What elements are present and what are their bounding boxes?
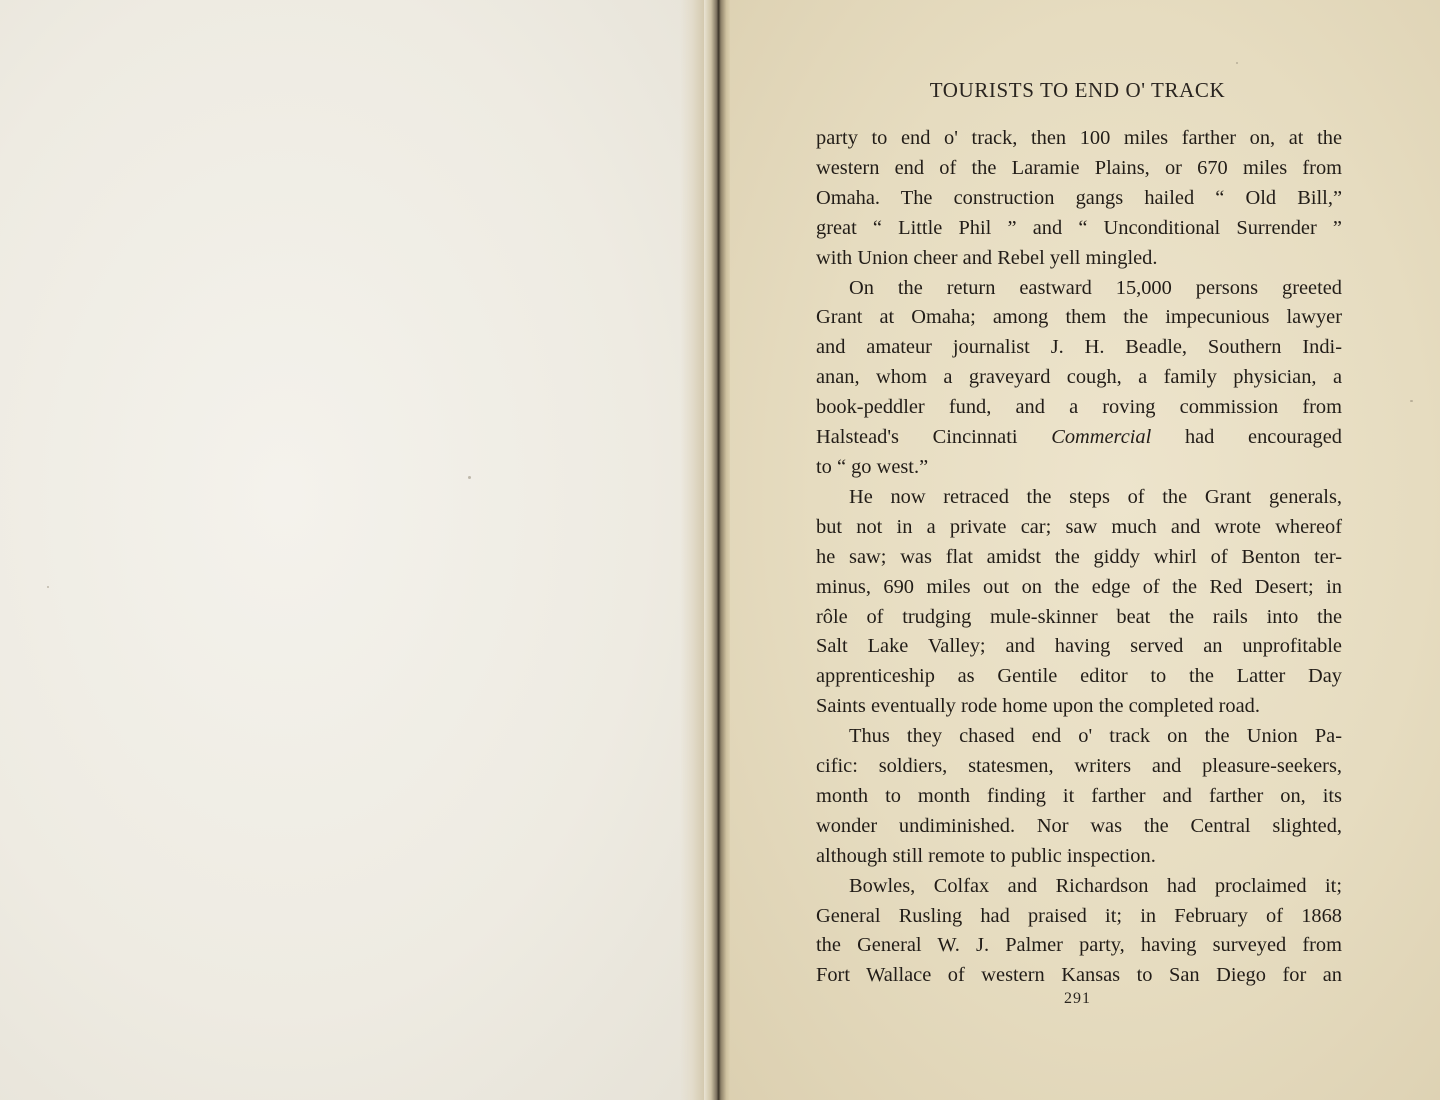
text-line: with Union cheer and Rebel yell mingled. [816, 246, 1158, 269]
book-gutter [704, 0, 732, 1100]
text-line: Thus they chased end o' track on the Union Pa- [849, 725, 1342, 748]
text-line: although still remote to public inspection. [816, 844, 1156, 867]
text-line: anan, whom a graveyard cough, a family physician, a [816, 366, 1342, 389]
text-line: wonder undiminished. Nor was the Central slighted, [816, 814, 1342, 837]
text-line-italic: Halstead's Cincinnati Commercial had encouraged [816, 426, 1343, 449]
page-number: 291 [1064, 990, 1091, 1007]
paper-speck [47, 586, 49, 588]
text-line: On the return eastward 15,000 persons greeted [849, 276, 1342, 299]
text-line: General Rusling had praised it; in February of 1868 [816, 904, 1342, 927]
text-line: the General W. J. Palmer party, having surveyed from [816, 934, 1342, 957]
paragraph-1 [816, 124, 1342, 274]
paragraph-4 [816, 722, 1342, 872]
text-line: Salt Lake Valley; and having served an unprofitable [816, 635, 1342, 658]
paragraph-3 [816, 483, 1342, 722]
body-text [816, 124, 1342, 991]
paragraph-2 [816, 274, 1342, 483]
text-line: he saw; was flat amidst the giddy whirl of Benton ter- [816, 545, 1342, 568]
text-line: rôle of trudging mule-skinner beat the rails into the [816, 605, 1342, 628]
running-head: TOURISTS TO END O' TRACK [929, 78, 1226, 102]
text-line: Fort Wallace of western Kansas to San Diego for an [816, 964, 1342, 987]
text-line: but not in a private car; saw much and wrote whereof [816, 515, 1342, 538]
text-line: and amateur journalist J. H. Beadle, Southern Indi- [816, 336, 1342, 359]
text-line: Grant at Omaha; among them the impecunious lawyer [816, 306, 1342, 329]
paper-speck [1236, 62, 1238, 64]
text-line: He now retraced the steps of the Grant generals, [849, 485, 1342, 508]
text-line: to “ go west.” [816, 455, 929, 478]
blank-left-page [0, 0, 708, 1100]
text-line: Omaha. The construction gangs hailed “ Old Bill,” [816, 186, 1342, 209]
paper-speck [1410, 400, 1413, 402]
paragraph-5 [816, 872, 1342, 992]
text-line: Saints eventually rode home upon the completed road. [816, 695, 1260, 718]
text-line: party to end o' track, then 100 miles farther on, at the [816, 127, 1342, 149]
text-line: great “ Little Phil ” and “ Unconditional Surrender ” [816, 216, 1342, 239]
paper-speck [468, 476, 471, 479]
text-line: western end of the Laramie Plains, or 670 miles from [816, 156, 1342, 179]
text-line: month to month finding it farther and farther on, its [816, 784, 1342, 807]
text-line: book-peddler fund, and a roving commission from [816, 396, 1342, 419]
right-page [730, 0, 1440, 1100]
text-line: apprenticeship as Gentile editor to the Latter Day [816, 665, 1342, 688]
text-line: Bowles, Colfax and Richardson had proclaimed it; [849, 874, 1342, 897]
text-line: cific: soldiers, statesmen, writers and pleasure-seekers, [816, 755, 1342, 778]
text-line: minus, 690 miles out on the edge of the Red Desert; in [816, 575, 1342, 598]
